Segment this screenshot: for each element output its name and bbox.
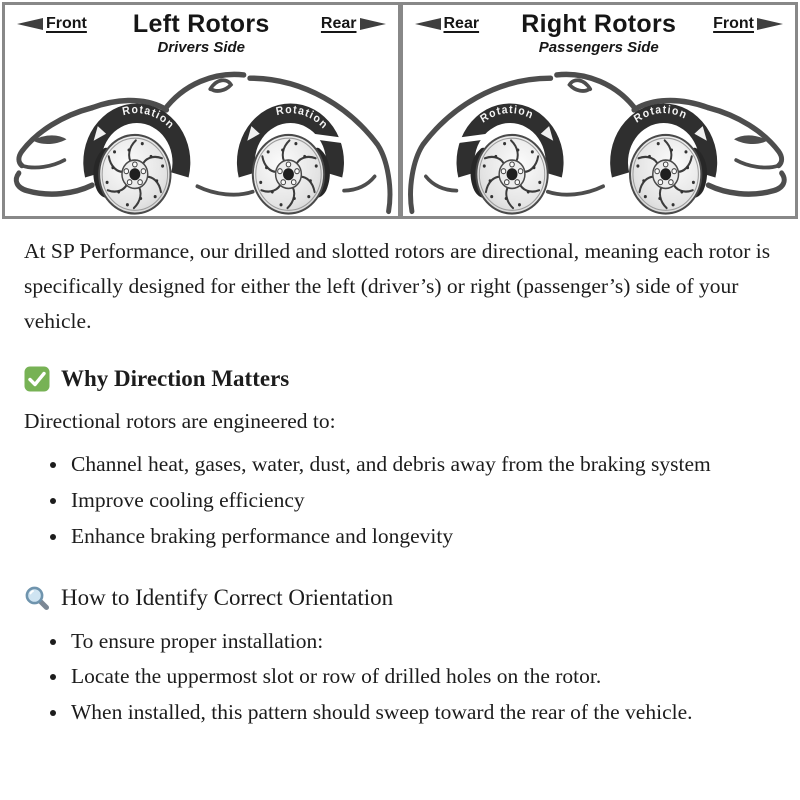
intro-paragraph: At SP Performance, our drilled and slotted rotors are directional, meaning each rotor is specifically designed for either the left (driver’s) or right (passenger’s) side of your vehicle.: [24, 239, 771, 334]
heading-text: Why Direction Matters: [61, 366, 290, 392]
list-item: • Channel heat, gases, water, dust, and debris away from the braking system: [69, 447, 772, 482]
front-direction-label: [17, 15, 87, 33]
car-illustration-right: [403, 64, 796, 219]
direction-word: Rear: [443, 15, 480, 32]
list-item: • When installed, this pattern should sweep toward the rear of the vehicle.: [69, 695, 772, 730]
heading-text: How to Identify Correct Orientation: [61, 584, 394, 610]
rotation-arc-label: Rotation: [631, 103, 689, 126]
direction-word: Front: [713, 15, 754, 32]
rotation-arc-label: Rotation: [121, 103, 177, 133]
arrow-right-icon: [757, 18, 783, 30]
arrow-right-icon: [360, 18, 386, 30]
panel-title: Right Rotors: [521, 10, 677, 38]
article-body: [0, 234, 798, 757]
arrow-left-icon: [415, 18, 441, 30]
car-illustration-left: [5, 64, 398, 219]
panel-left-header: [5, 5, 398, 62]
benefits-lead: Directional rotors are engineered to:: [24, 409, 336, 434]
rotor-direction-diagram: [2, 2, 798, 219]
list-item: • To ensure proper installation:: [69, 624, 772, 659]
panel-subtitle: Drivers Side: [157, 39, 246, 56]
panel-right-header: [403, 5, 796, 62]
rotation-arc-label: Rotation: [274, 103, 331, 133]
section-heading-why-direction-matters: [24, 366, 772, 392]
rotation-arc-label: Rotation: [477, 103, 536, 126]
benefits-list: [24, 447, 772, 553]
magnifying-glass-icon: [24, 585, 50, 611]
direction-word: Rear: [320, 15, 357, 32]
section-heading-how-to-identify: [24, 585, 772, 611]
front-direction-label: [713, 15, 783, 33]
panel-title: Left Rotors: [132, 10, 270, 38]
list-item: • Locate the uppermost slot or row of drilled holes on the rotor.: [69, 659, 772, 694]
direction-word: Front: [46, 15, 87, 32]
rear-direction-label: [321, 15, 386, 33]
list-item: • Enhance braking performance and longevity: [69, 519, 772, 554]
panel-right-rotors: [400, 2, 799, 219]
panel-subtitle: Passengers Side: [538, 39, 659, 56]
rear-direction-label: [415, 15, 480, 33]
arrow-left-icon: [17, 18, 43, 30]
orientation-list: [24, 624, 772, 730]
list-item: • Improve cooling efficiency: [69, 483, 772, 518]
check-mark-icon: [24, 366, 50, 392]
page: [0, 2, 800, 757]
panel-left-rotors: [2, 2, 401, 219]
